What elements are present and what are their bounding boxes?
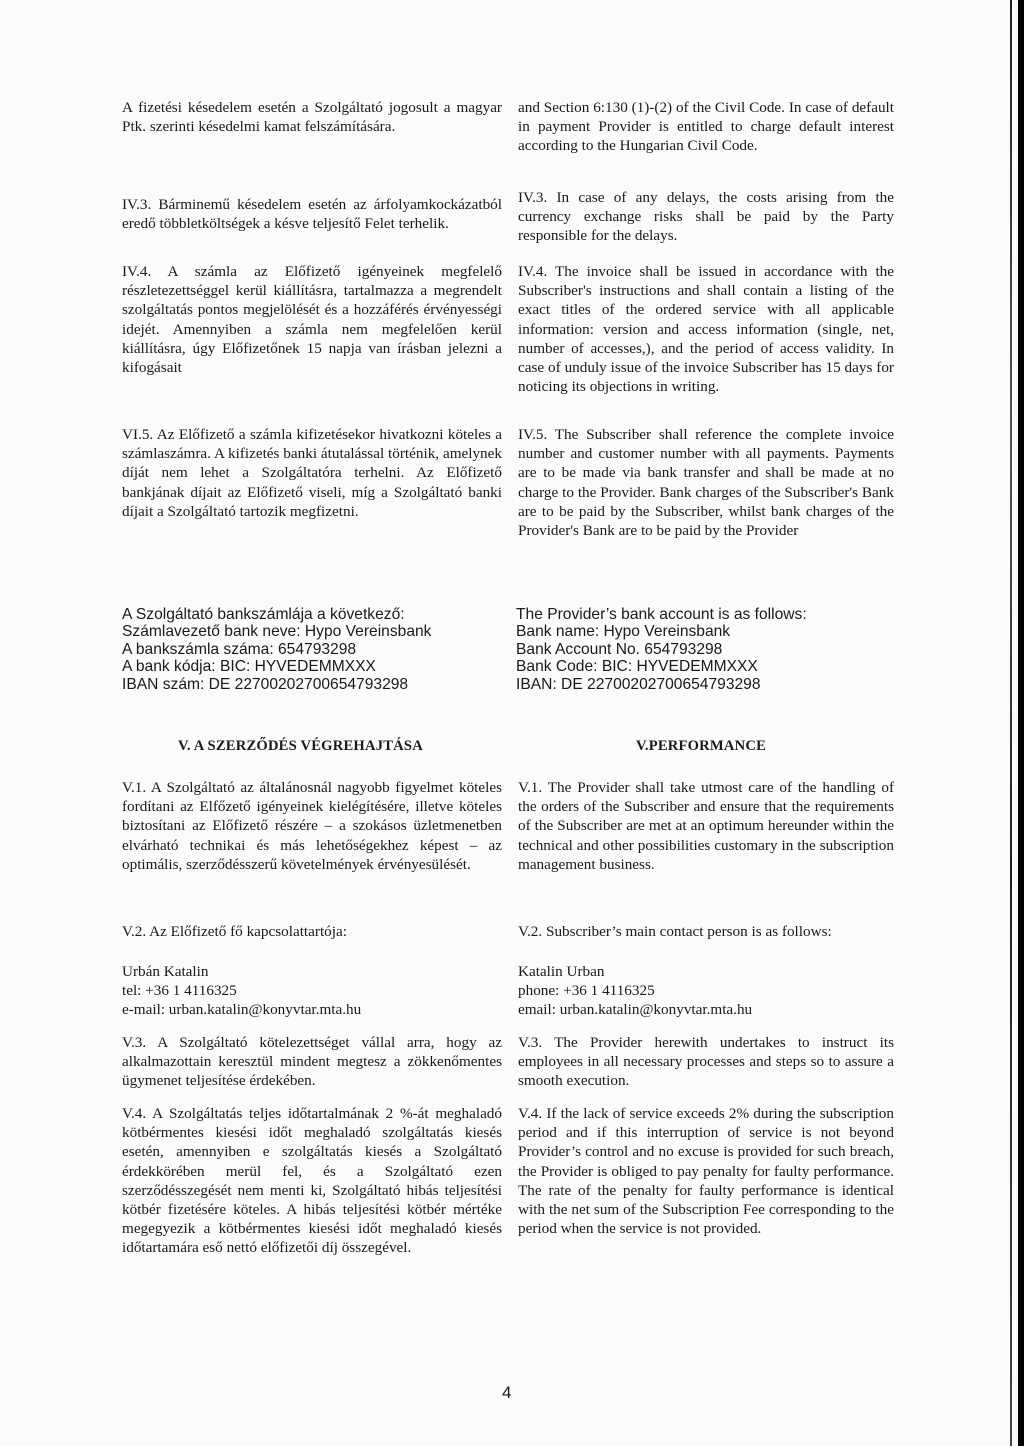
hu-section-iv3: IV.3. Bárminemű késedelem esetén az árfolyamkockázatból eredő többletköltségek a késve teljesítő Felet terhelik. — [122, 196, 506, 233]
hu-late-payment-paragraph: A fizetési késedelem esetén a Szolgáltató jogosult a magyar Ptk. szerinti késedelmi kamat felszámítására. — [122, 99, 506, 136]
hu-section-v1: V.1. A Szolgáltató az általánosnál nagyobb figyelmet köteles fordítani az Elfőzető igényeinek kielégítésére, illetve köteles biztosítani az Előfizető részére – a szokásos üzletmenetben elvárható technikai és más lehetőségekhez képest – az optimális, szerződésszerű követelmények érvényesülését. — [122, 779, 506, 873]
en-section-v4: V.4. If the lack of service exceeds 2% during the subscription period and if this interruption of service is not beyond Provider’s control and no excuse is provided for such breach, the Provider is obliged to pay penalty for faulty performance. The rate of the penalty for faulty performance is identical with the net sum of the Subscription Fee corresponding to the period when the service is not provided. — [518, 1105, 898, 1238]
scan-border — [1018, 0, 1024, 1446]
hu-section-v2: V.2. Az Előfizető fő kapcsolattartója: — [122, 923, 347, 940]
en-section-iv3: IV.3. In case of any delays, the costs arising from the currency exchange risks shall be paid by the Party responsible for the delays. — [518, 189, 898, 245]
en-section-iv4: IV.4. The invoice shall be issued in accordance with the Subscriber's instructions and shall contain a listing of the exact titles of the ordered service with all applicable information: version and access information (single, net, number of accesses,), and the period of access validity. In case of unduly issue of the invoice Subscriber has 15 days for noticing its objections in writing. — [518, 263, 898, 396]
en-contact-details: Katalin Urban phone: +36 1 4116325 email: urban.katalin@konyvtar.mta.hu — [518, 963, 753, 1019]
hu-section-v3: V.3. A Szolgáltató kötelezettséget vállal arra, hogy az alkalmazottain keresztül mindent megtesz a zökkenőmentes ügymenet teljesítése érdekében. — [122, 1034, 506, 1090]
hu-contact-details: Urbán Katalin tel: +36 1 4116325 e-mail: urban.katalin@konyvtar.mta.hu — [122, 963, 362, 1019]
page-number: 4 — [502, 1383, 512, 1402]
hu-section-heading: V. A SZERZŐDÉS VÉGREHAJTÁSA — [178, 738, 423, 754]
en-section-heading: V.PERFORMANCE — [636, 738, 767, 754]
en-section-iv5: IV.5. The Subscriber shall reference the complete invoice number and customer number with all payments. Payments are to be made via bank transfer and shall be made at no charge to the Provider. Bank charges of the Subscriber's Bank are to be paid by the Subscriber, whilst bank charges of the Provider's Bank are to be paid by the Provider — [518, 426, 898, 540]
en-section-v1: V.1. The Provider shall take utmost care of the handling of the orders of the Subscriber and ensure that the requirements of the Subscriber are met at an optimum hereunder within the technical and other possibilities customary in the subscription management business. — [518, 779, 898, 873]
hu-section-vi5: VI.5. Az Előfizető a számla kifizetésekor hivatkozni köteles a számlaszámra. A kifizetés banki átutalással történik, amelynek díját nem lehet a Szolgáltatóra terhelni. Az Előfizető bankjának díjait az Előfizető viseli, míg a Szolgáltató banki díjait a Szolgáltató tartozik megfizetni. — [122, 426, 506, 520]
en-section-v3: V.3. The Provider herewith undertakes to instruct its employees in all necessary processes and steps so to assure a smooth execution. — [518, 1034, 898, 1090]
en-bank-details: The Provider’s bank account is as follows: Bank name: Hypo Vereinsbank Bank Account No. 654793298 Bank Code: BIC: HYVEDEMMXXX IBAN: DE 22700202700654793298 — [516, 606, 807, 693]
scan-edge-line — [1010, 0, 1012, 1446]
en-section-v2: V.2. Subscriber’s main contact person is as follows: — [518, 923, 832, 940]
hu-bank-details: A Szolgáltató bankszámlája a következő: Számlavezető bank neve: Hypo Vereinsbank A bankszámla száma: 654793298 A bank kódja: BIC: HYVEDEMMXXX IBAN szám: DE 22700202700654793298 — [122, 606, 432, 693]
en-late-payment-paragraph: and Section 6:130 (1)-(2) of the Civil Code. In case of default in payment Provider is entitled to charge default interest according to the Hungarian Civil Code. — [518, 99, 898, 155]
hu-section-iv4: IV.4. A számla az Előfizető igényeinek megfelelő részletezettséggel kerül kiállításra, tartalmazza a megrendelt szolgáltatás pontos megjelölését és a hozzáférés érvényességi idejét. Amennyiben a számla nem megfelelően kerül kiállításra, úgy Előfizetőnek 15 napja van írásban jelezni a kifogásait — [122, 263, 506, 377]
hu-section-v4: V.4. A Szolgáltatás teljes időtartalmának 2 %-át meghaladó kötbérmentes kiesési időt meghaladó szolgáltatás kiesés esetén, amennyiben e szolgáltatás kiesés a Szolgáltató érdekkörében merül fel, és a Szolgáltató ezen szerződésszegését nem menti ki, Szolgáltató hibás teljesítési kötbér fizetésére köteles. A hibás teljesítési kötbér mértéke megegyezik a kötbérmentes kiesési időt meghaladó kiesés időtartamára eső nettó előfizetői díj összegével. — [122, 1105, 506, 1257]
